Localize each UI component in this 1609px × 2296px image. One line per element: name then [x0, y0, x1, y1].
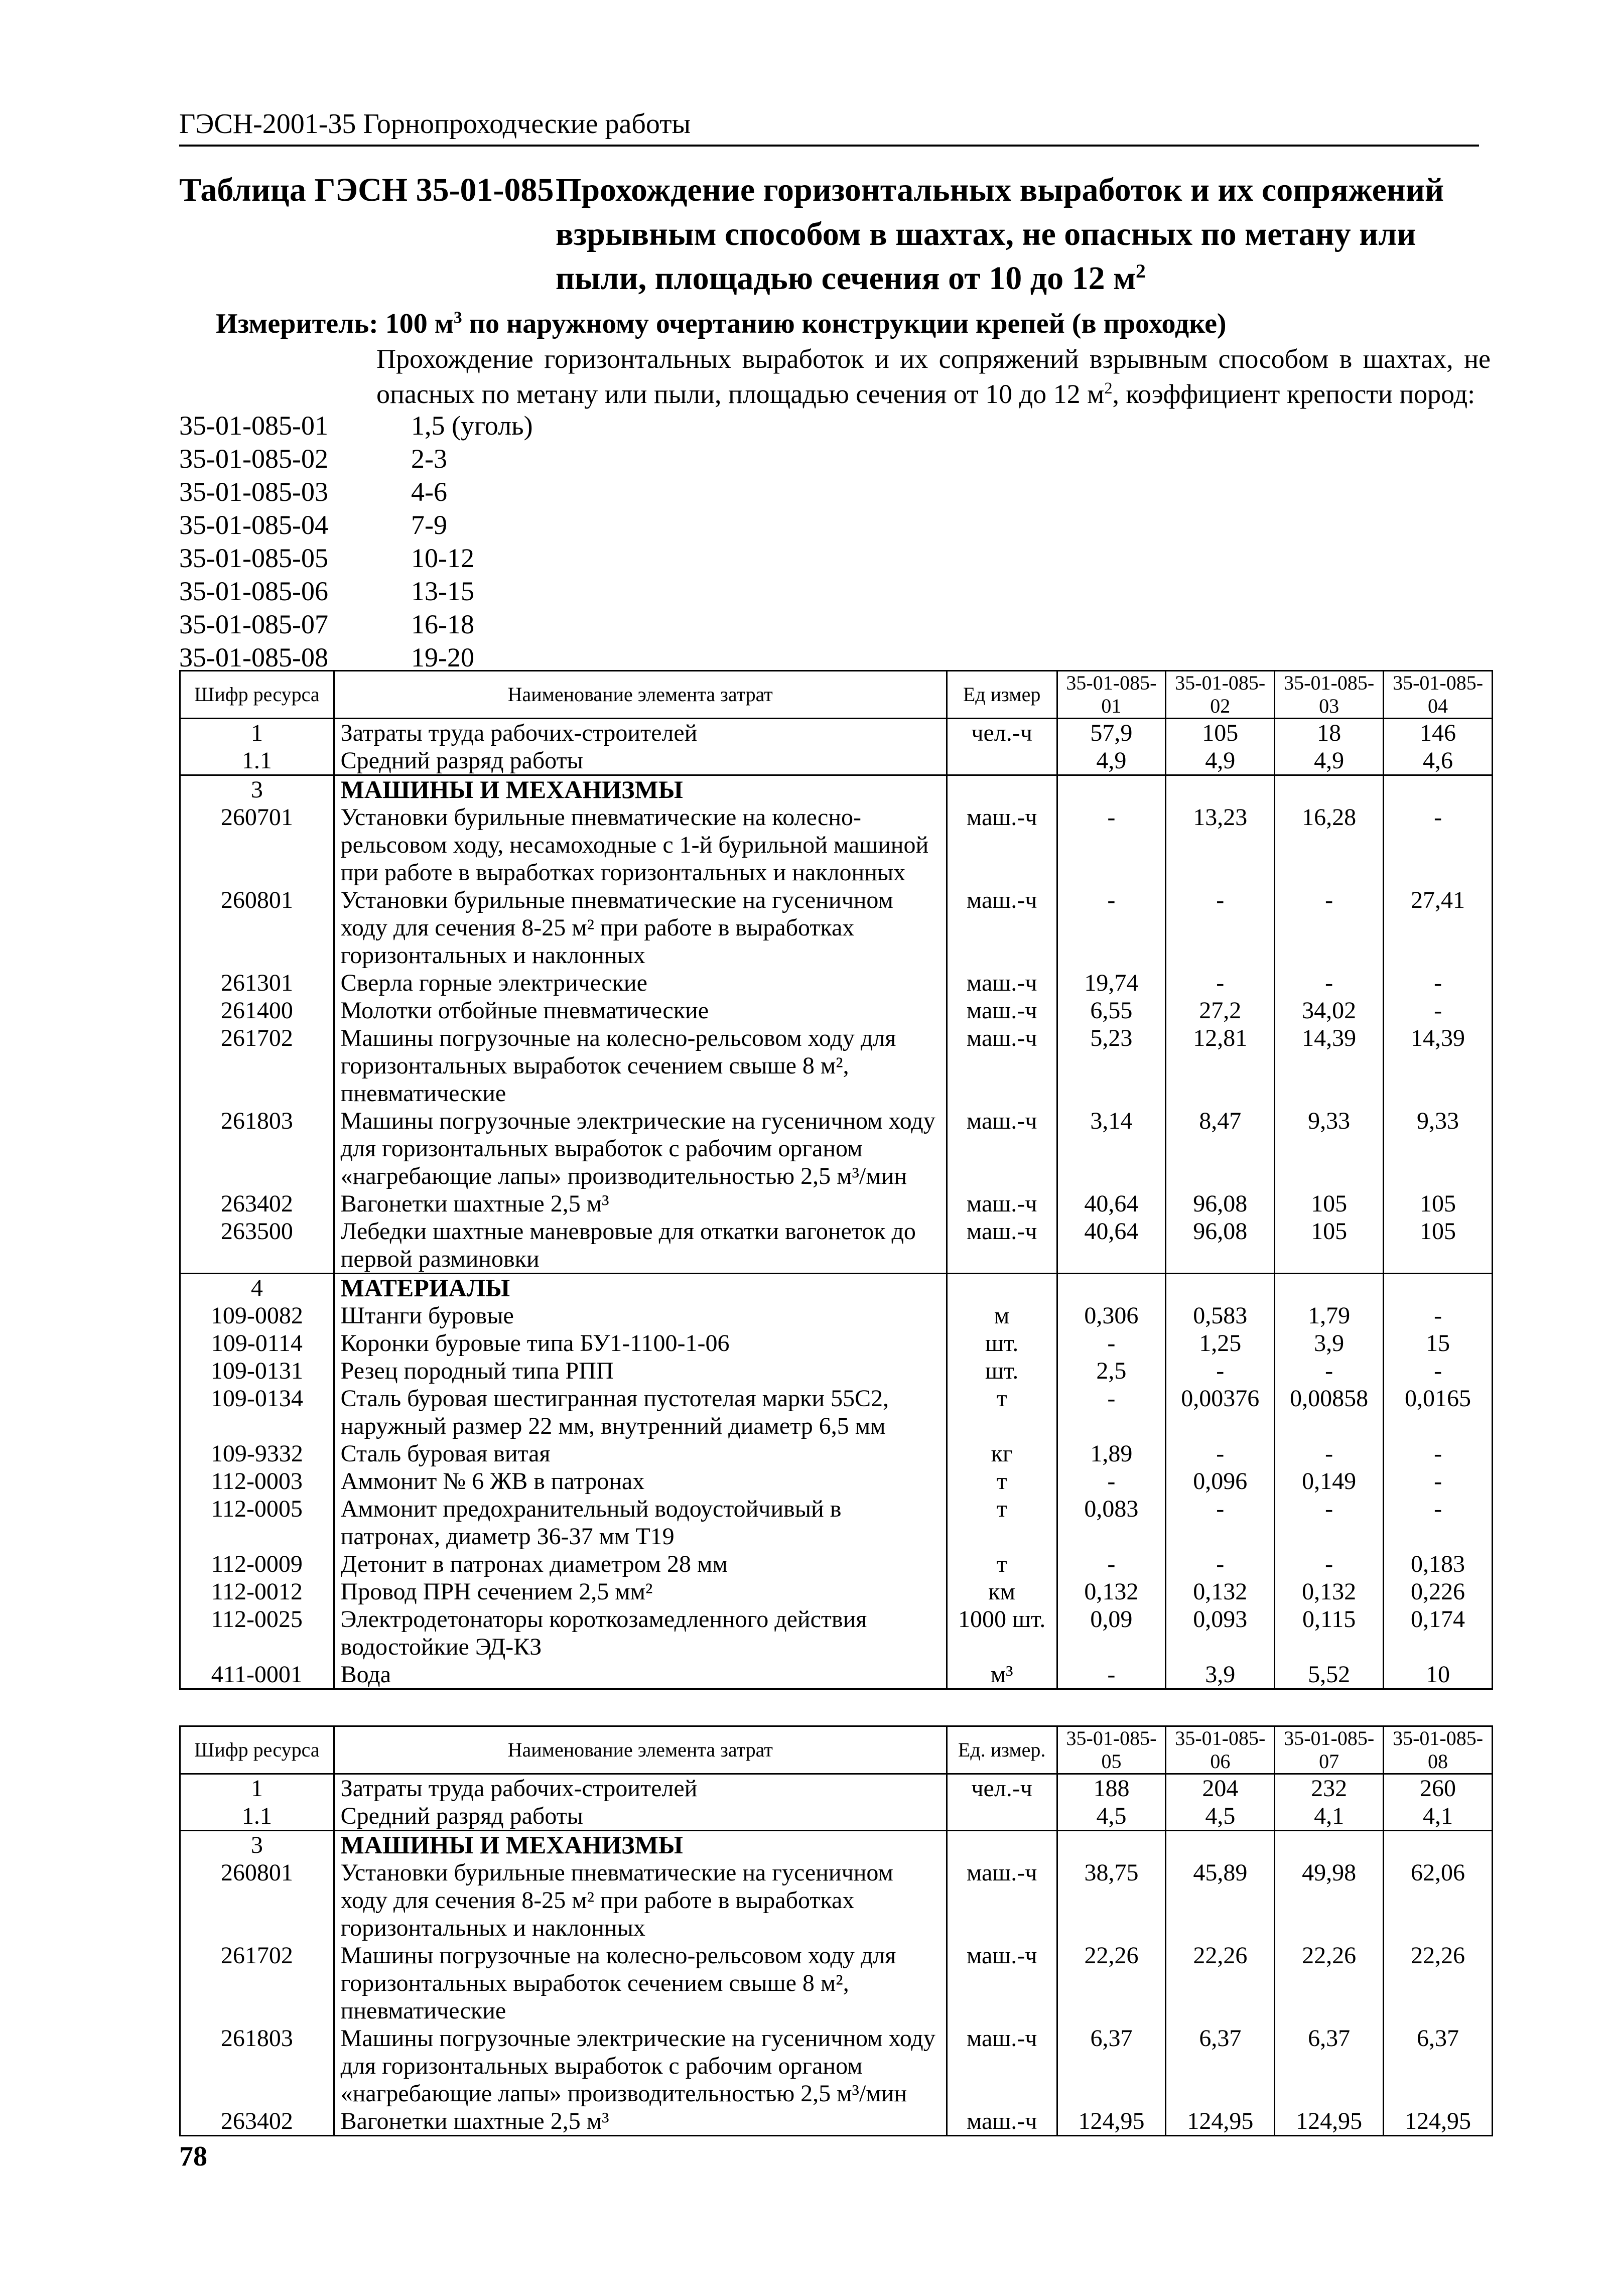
empty-cell — [947, 775, 1057, 804]
norm-value: - — [1166, 1550, 1275, 1578]
empty-cell — [1166, 775, 1275, 804]
norm-code-item — [179, 608, 781, 641]
norm-value: 9,33 — [1275, 1107, 1384, 1190]
norm-value: 4,9 — [1057, 747, 1166, 775]
rock-hardness: 1,5 (уголь) — [411, 411, 533, 441]
section-code: 4 — [180, 1274, 334, 1302]
resource-unit: маш.-ч — [947, 1218, 1057, 1274]
empty-cell — [1166, 1274, 1275, 1302]
norm-value: - — [1275, 1440, 1384, 1467]
norm-value: 0,183 — [1384, 1550, 1493, 1578]
resource-name: Аммонит предохранительный водоустойчивый в патронах, диаметр 36-37 мм Т19 — [334, 1495, 947, 1550]
resource-table-1 — [179, 670, 1493, 1690]
norm-value: 124,95 — [1166, 2107, 1275, 2136]
norm-value: 0,09 — [1057, 1605, 1166, 1661]
norm-value: - — [1384, 1357, 1493, 1385]
table-row — [180, 1661, 1493, 1689]
norm-value: 6,37 — [1384, 2024, 1493, 2107]
table-title-body: Прохождение горизонтальных выработок и их сопряжений взрывным способом в шахтах, не опасных по метану или пыли, площадью сечения от 10 до 12 $м^2$ — [556, 172, 1444, 297]
norm-code-item — [179, 641, 781, 674]
resource-unit: маш.-ч — [947, 1107, 1057, 1190]
resource-name: Коронки буровые типа БУ1-1100-1-06 — [334, 1329, 947, 1357]
section-row — [180, 1831, 1493, 1859]
norm-value: - — [1275, 1495, 1384, 1550]
resource-unit — [947, 1802, 1057, 1831]
resource-unit: маш.-ч — [947, 1024, 1057, 1107]
resource-code: 1 — [180, 719, 334, 747]
resource-code: 1.1 — [180, 1802, 334, 1831]
norm-value: 6,37 — [1166, 2024, 1275, 2107]
norm-value: 0,226 — [1384, 1578, 1493, 1605]
norm-value: 105 — [1384, 1190, 1493, 1218]
norm-value: 14,39 — [1384, 1024, 1493, 1107]
header-col: 35-01-085-07 — [1275, 1726, 1384, 1774]
norm-value: 260 — [1384, 1774, 1493, 1803]
resource-name: Установки бурильные пневматические на гусеничном ходу для сечения 8-25 м² при работе в выработках горизонтальных и наклонных — [334, 886, 947, 969]
resource-unit: т — [947, 1467, 1057, 1495]
norm-value: - — [1384, 969, 1493, 997]
resource-name: Детонит в патронах диаметром 28 мм — [334, 1550, 947, 1578]
norm-value: 188 — [1057, 1774, 1166, 1803]
resource-name: Вагонетки шахтные 2,5 м³ — [334, 1190, 947, 1218]
empty-cell — [1275, 1831, 1384, 1859]
resource-code: 261702 — [180, 1024, 334, 1107]
norm-value: - — [1166, 969, 1275, 997]
norm-code: 35-01-085-03 — [179, 477, 328, 507]
resource-name: Вода — [334, 1661, 947, 1689]
header-code: Шифр ресурса — [180, 1726, 334, 1774]
resource-name: Машины погрузочные на колесно-рельсовом ходу для горизонтальных выработок сечением свыше 8 м², пневматические — [334, 1942, 947, 2024]
norm-value: - — [1057, 1467, 1166, 1495]
table-row — [180, 1467, 1493, 1495]
norm-value: 1,79 — [1275, 1302, 1384, 1329]
table-row — [180, 997, 1493, 1024]
header-col: 35-01-085-01 — [1057, 671, 1166, 719]
table-title-prefix: Таблица ГЭСН 35-01-085 — [179, 172, 554, 208]
header-unit: Ед. измер. — [947, 1726, 1057, 1774]
resource-name: Молотки отбойные пневматические — [334, 997, 947, 1024]
section-row — [180, 775, 1493, 804]
resource-code: 112-0025 — [180, 1605, 334, 1661]
norm-value: 6,55 — [1057, 997, 1166, 1024]
table-row — [180, 1190, 1493, 1218]
norm-value: - — [1384, 1302, 1493, 1329]
resource-name: Сталь буровая витая — [334, 1440, 947, 1467]
rock-hardness: 10-12 — [411, 543, 474, 573]
norm-value: 2,5 — [1057, 1357, 1166, 1385]
resource-name: Резец породный типа РПП — [334, 1357, 947, 1385]
header-col: 35-01-085-03 — [1275, 671, 1384, 719]
resource-name: Машины погрузочные на колесно-рельсовом ходу для горизонтальных выработок сечением свыше 8 м², пневматические — [334, 1024, 947, 1107]
table-row — [180, 886, 1493, 969]
norm-value: - — [1384, 1495, 1493, 1550]
resource-unit: маш.-ч — [947, 1859, 1057, 1942]
norm-value: 27,41 — [1384, 886, 1493, 969]
resource-code: 263402 — [180, 1190, 334, 1218]
rock-hardness: 7-9 — [411, 510, 447, 540]
rock-hardness: 4-6 — [411, 477, 447, 507]
section-code: 3 — [180, 1831, 334, 1859]
norm-value: - — [1057, 1661, 1166, 1689]
resource-code: 112-0012 — [180, 1578, 334, 1605]
resource-unit — [947, 747, 1057, 775]
norm-value: 232 — [1275, 1774, 1384, 1803]
norm-value: 22,26 — [1384, 1942, 1493, 2024]
norm-value: - — [1166, 1357, 1275, 1385]
header-col: 35-01-085-02 — [1166, 671, 1275, 719]
norm-value: 124,95 — [1057, 2107, 1166, 2136]
norm-value: 10 — [1384, 1661, 1493, 1689]
table-row — [180, 1859, 1493, 1942]
table-row — [180, 803, 1493, 886]
norm-code-item — [179, 475, 781, 508]
norm-value: 105 — [1275, 1190, 1384, 1218]
resource-code: 261803 — [180, 1107, 334, 1190]
resource-code: 112-0003 — [180, 1467, 334, 1495]
resource-unit: маш.-ч — [947, 997, 1057, 1024]
resource-name: Средний разряд работы — [334, 1802, 947, 1831]
norm-value: 0,00376 — [1166, 1385, 1275, 1440]
norm-value: 4,5 — [1166, 1802, 1275, 1831]
resource-unit: м — [947, 1302, 1057, 1329]
measure-label: Измеритель: — [216, 308, 378, 339]
norm-value: - — [1384, 803, 1493, 886]
resource-unit: шт. — [947, 1329, 1057, 1357]
resource-unit: маш.-ч — [947, 1190, 1057, 1218]
table-row — [180, 1774, 1493, 1803]
table-row — [180, 719, 1493, 747]
norm-value: 5,52 — [1275, 1661, 1384, 1689]
norm-value: - — [1275, 886, 1384, 969]
norm-value: 18 — [1275, 719, 1384, 747]
table-row — [180, 1495, 1493, 1550]
norm-value: - — [1057, 886, 1166, 969]
resource-unit: шт. — [947, 1357, 1057, 1385]
norm-code-item — [179, 542, 781, 575]
table-row — [180, 747, 1493, 775]
empty-cell — [1057, 1274, 1166, 1302]
norm-value: 0,583 — [1166, 1302, 1275, 1329]
norm-value: 0,132 — [1057, 1578, 1166, 1605]
norm-code-item — [179, 508, 781, 542]
norm-value: 40,64 — [1057, 1190, 1166, 1218]
resource-code: 109-0082 — [180, 1302, 334, 1329]
resource-unit: км — [947, 1578, 1057, 1605]
norm-value: 62,06 — [1384, 1859, 1493, 1942]
norm-value: 27,2 — [1166, 997, 1275, 1024]
norm-value: 14,39 — [1275, 1024, 1384, 1107]
section-row — [180, 1274, 1493, 1302]
resource-code: 1 — [180, 1774, 334, 1803]
norm-value: 22,26 — [1275, 1942, 1384, 2024]
norm-value: 3,14 — [1057, 1107, 1166, 1190]
resource-code: 263500 — [180, 1218, 334, 1274]
resource-name: Штанги буровые — [334, 1302, 947, 1329]
resource-name: Вагонетки шахтные 2,5 м³ — [334, 2107, 947, 2136]
norm-code: 35-01-085-04 — [179, 510, 328, 540]
norm-value: 105 — [1166, 719, 1275, 747]
resource-code: 261702 — [180, 1942, 334, 2024]
resource-code: 112-0009 — [180, 1550, 334, 1578]
running-header: ГЭСН-2001-35 Горнопроходческие работы — [179, 106, 1479, 147]
page-number: 78 — [179, 2141, 207, 2172]
resource-name: Затраты труда рабочих-строителей — [334, 1774, 947, 1803]
norm-code: 35-01-085-06 — [179, 576, 328, 606]
section-title: МАШИНЫ И МЕХАНИЗМЫ — [334, 1831, 947, 1859]
empty-cell — [1275, 775, 1384, 804]
norm-value: 57,9 — [1057, 719, 1166, 747]
norm-code: 35-01-085-01 — [179, 411, 328, 441]
norm-value: 124,95 — [1384, 2107, 1493, 2136]
norm-value: - — [1384, 997, 1493, 1024]
table-row — [180, 2024, 1493, 2107]
resource-code: 260801 — [180, 1859, 334, 1942]
norm-code: 35-01-085-02 — [179, 444, 328, 474]
resource-code: 109-0114 — [180, 1329, 334, 1357]
empty-cell — [1384, 1831, 1493, 1859]
norm-value: 0,083 — [1057, 1495, 1166, 1550]
section-title: МАТЕРИАЛЫ — [334, 1274, 947, 1302]
section-code: 3 — [180, 775, 334, 804]
norm-value: 34,02 — [1275, 997, 1384, 1024]
norm-value: 22,26 — [1057, 1942, 1166, 2024]
resource-code: 261400 — [180, 997, 334, 1024]
header-name: Наименование элемента затрат — [334, 671, 947, 719]
norm-value: 49,98 — [1275, 1859, 1384, 1942]
resource-code: 112-0005 — [180, 1495, 334, 1550]
norm-value: 3,9 — [1275, 1329, 1384, 1357]
norm-value: 40,64 — [1057, 1218, 1166, 1274]
norm-value: 6,37 — [1275, 2024, 1384, 2107]
norm-value: 0,115 — [1275, 1605, 1384, 1661]
norm-value: - — [1166, 1495, 1275, 1550]
empty-cell — [1057, 775, 1166, 804]
rock-hardness: 13-15 — [411, 576, 474, 606]
rock-hardness: 16-18 — [411, 609, 474, 639]
table-body — [180, 1774, 1493, 2136]
norm-value: 45,89 — [1166, 1859, 1275, 1942]
norm-value: 0,132 — [1275, 1578, 1384, 1605]
resource-unit: маш.-ч — [947, 2107, 1057, 2136]
norm-value: 0,00858 — [1275, 1385, 1384, 1440]
measure-unit — [216, 306, 1491, 341]
resource-name: Машины погрузочные электрические на гусеничном ходу для горизонтальных выработок с рабочим органом «нагребающие лапы» производительностью 2,5 м³/мин — [334, 2024, 947, 2107]
resource-unit: т — [947, 1495, 1057, 1550]
table-header-row — [180, 1726, 1493, 1774]
norm-code: 35-01-085-05 — [179, 543, 328, 573]
resource-name: Машины погрузочные электрические на гусеничном ходу для горизонтальных выработок с рабочим органом «нагребающие лапы» производительностью 2,5 м³/мин — [334, 1107, 947, 1190]
norm-value: 15 — [1384, 1329, 1493, 1357]
norm-value: - — [1057, 1550, 1166, 1578]
table-row — [180, 1024, 1493, 1107]
norm-value: 1,25 — [1166, 1329, 1275, 1357]
header-unit: Ед измер — [947, 671, 1057, 719]
norm-value: - — [1057, 803, 1166, 886]
resource-unit: т — [947, 1550, 1057, 1578]
norm-value: 204 — [1166, 1774, 1275, 1803]
norm-value: 4,9 — [1166, 747, 1275, 775]
measure-value: 100 $м^3$ по наружному очертанию конструкции крепей (в проходке) — [385, 308, 1227, 339]
table-row — [180, 1440, 1493, 1467]
resource-unit: маш.-ч — [947, 886, 1057, 969]
resource-name: Установки бурильные пневматические на гусеничном ходу для сечения 8-25 м² при работе в выработках горизонтальных и наклонных — [334, 1859, 947, 1942]
section-title: МАШИНЫ И МЕХАНИЗМЫ — [334, 775, 947, 804]
resource-name: Затраты труда рабочих-строителей — [334, 719, 947, 747]
table-row — [180, 1942, 1493, 2024]
norm-value: 12,81 — [1166, 1024, 1275, 1107]
table-row — [180, 1329, 1493, 1357]
norm-value: 4,9 — [1275, 747, 1384, 775]
resource-name: Средний разряд работы — [334, 747, 947, 775]
table-row — [180, 969, 1493, 997]
norm-code: 35-01-085-07 — [179, 609, 328, 639]
norm-value: - — [1275, 969, 1384, 997]
resource-table-2 — [179, 1725, 1493, 2136]
empty-cell — [1166, 1831, 1275, 1859]
table-row — [180, 1385, 1493, 1440]
norm-value: 0,149 — [1275, 1467, 1384, 1495]
resource-code: 411-0001 — [180, 1661, 334, 1689]
resource-code: 109-9332 — [180, 1440, 334, 1467]
table-row — [180, 1578, 1493, 1605]
resource-name: Электродетонаторы короткозамедленного действия водостойкие ЭД-КЗ — [334, 1605, 947, 1661]
norm-value: 124,95 — [1275, 2107, 1384, 2136]
norm-code-item — [179, 442, 781, 475]
resource-unit: чел.-ч — [947, 1774, 1057, 1803]
resource-unit: маш.-ч — [947, 969, 1057, 997]
resource-unit: м³ — [947, 1661, 1057, 1689]
table-body — [180, 719, 1493, 1689]
table-row — [180, 1302, 1493, 1329]
header-col: 35-01-085-08 — [1384, 1726, 1493, 1774]
resource-code: 260801 — [180, 886, 334, 969]
norm-value: 16,28 — [1275, 803, 1384, 886]
table-row — [180, 2107, 1493, 2136]
resource-name: Установки бурильные пневматические на колесно-рельсовом ходу, несамоходные с 1-й бурильной машиной при работе в выработках горизонтальных и наклонных — [334, 803, 947, 886]
norm-value: - — [1057, 1329, 1166, 1357]
norm-value: - — [1057, 1385, 1166, 1440]
resource-name: Лебедки шахтные маневровые для откатки вагонеток до первой разминовки — [334, 1218, 947, 1274]
header-col: 35-01-085-05 — [1057, 1726, 1166, 1774]
norm-code-item — [179, 575, 781, 608]
norm-value: 0,0165 — [1384, 1385, 1493, 1440]
norm-value: 4,6 — [1384, 747, 1493, 775]
norm-value: - — [1384, 1440, 1493, 1467]
work-description: Прохождение горизонтальных выработок и их сопряжений взрывным способом в шахтах, не опасных по метану или пыли, площадью сечения от 10 до 12 $м^2$, коэффициент крепости пород: — [376, 344, 1491, 409]
empty-cell — [1384, 1274, 1493, 1302]
norm-value: 96,08 — [1166, 1218, 1275, 1274]
norm-value: 13,23 — [1166, 803, 1275, 886]
table-row — [180, 1218, 1493, 1274]
rock-hardness: 19-20 — [411, 642, 474, 672]
table-row — [180, 1605, 1493, 1661]
resource-code: 109-0131 — [180, 1357, 334, 1385]
resource-name: Сверла горные электрические — [334, 969, 947, 997]
table-row — [180, 1107, 1493, 1190]
header-col: 35-01-085-06 — [1166, 1726, 1275, 1774]
resource-unit: маш.-ч — [947, 2024, 1057, 2107]
resource-code: 260701 — [180, 803, 334, 886]
resource-name: Провод ПРН сечением 2,5 мм² — [334, 1578, 947, 1605]
norm-value: 22,26 — [1166, 1942, 1275, 2024]
norm-value: 9,33 — [1384, 1107, 1493, 1190]
norm-value: 4,5 — [1057, 1802, 1166, 1831]
norm-value: 5,23 — [1057, 1024, 1166, 1107]
norm-code: 35-01-085-08 — [179, 642, 328, 672]
table-header-row — [180, 671, 1493, 719]
empty-cell — [1057, 1831, 1166, 1859]
table-row — [180, 1550, 1493, 1578]
resource-code: 261301 — [180, 969, 334, 997]
header-name: Наименование элемента затрат — [334, 1726, 947, 1774]
norm-value: 0,174 — [1384, 1605, 1493, 1661]
resource-unit: кг — [947, 1440, 1057, 1467]
resource-unit: чел.-ч — [947, 719, 1057, 747]
resource-code: 263402 — [180, 2107, 334, 2136]
norm-value: 0,096 — [1166, 1467, 1275, 1495]
empty-cell — [1275, 1274, 1384, 1302]
norm-value: - — [1275, 1357, 1384, 1385]
resource-unit: маш.-ч — [947, 1942, 1057, 2024]
empty-cell — [947, 1831, 1057, 1859]
norm-value: 0,306 — [1057, 1302, 1166, 1329]
norm-value: 4,1 — [1384, 1802, 1493, 1831]
norm-value: 105 — [1384, 1218, 1493, 1274]
norm-value: - — [1384, 1467, 1493, 1495]
resource-name: Сталь буровая шестигранная пустотелая марки 55С2, наружный размер 22 мм, внутренний диаметр 6,5 мм — [334, 1385, 947, 1440]
norm-value: 0,132 — [1166, 1578, 1275, 1605]
header-col: 35-01-085-04 — [1384, 671, 1493, 719]
norm-value: - — [1166, 1440, 1275, 1467]
empty-cell — [947, 1274, 1057, 1302]
norm-value: 105 — [1275, 1218, 1384, 1274]
resource-unit: т — [947, 1385, 1057, 1440]
header-code: Шифр ресурса — [180, 671, 334, 719]
rock-hardness: 2-3 — [411, 444, 447, 474]
norm-value: 8,47 — [1166, 1107, 1275, 1190]
norm-value: 146 — [1384, 719, 1493, 747]
norm-value: 0,093 — [1166, 1605, 1275, 1661]
table-row — [180, 1357, 1493, 1385]
norm-value: - — [1166, 886, 1275, 969]
norm-value: 38,75 — [1057, 1859, 1166, 1942]
resource-unit: маш.-ч — [947, 803, 1057, 886]
resource-code: 1.1 — [180, 747, 334, 775]
resource-name: Аммонит № 6 ЖВ в патронах — [334, 1467, 947, 1495]
norm-value: 19,74 — [1057, 969, 1166, 997]
norm-value: 96,08 — [1166, 1190, 1275, 1218]
norm-value: - — [1275, 1550, 1384, 1578]
resource-code: 109-0134 — [180, 1385, 334, 1440]
empty-cell — [1384, 775, 1493, 804]
norm-code-item — [179, 409, 781, 442]
norm-value: 6,37 — [1057, 2024, 1166, 2107]
table-row — [180, 1802, 1493, 1831]
norm-code-list — [179, 409, 781, 674]
norm-value: 1,89 — [1057, 1440, 1166, 1467]
resource-unit: 1000 шт. — [947, 1605, 1057, 1661]
resource-code: 261803 — [180, 2024, 334, 2107]
norm-value: 4,1 — [1275, 1802, 1384, 1831]
norm-value: 3,9 — [1166, 1661, 1275, 1689]
